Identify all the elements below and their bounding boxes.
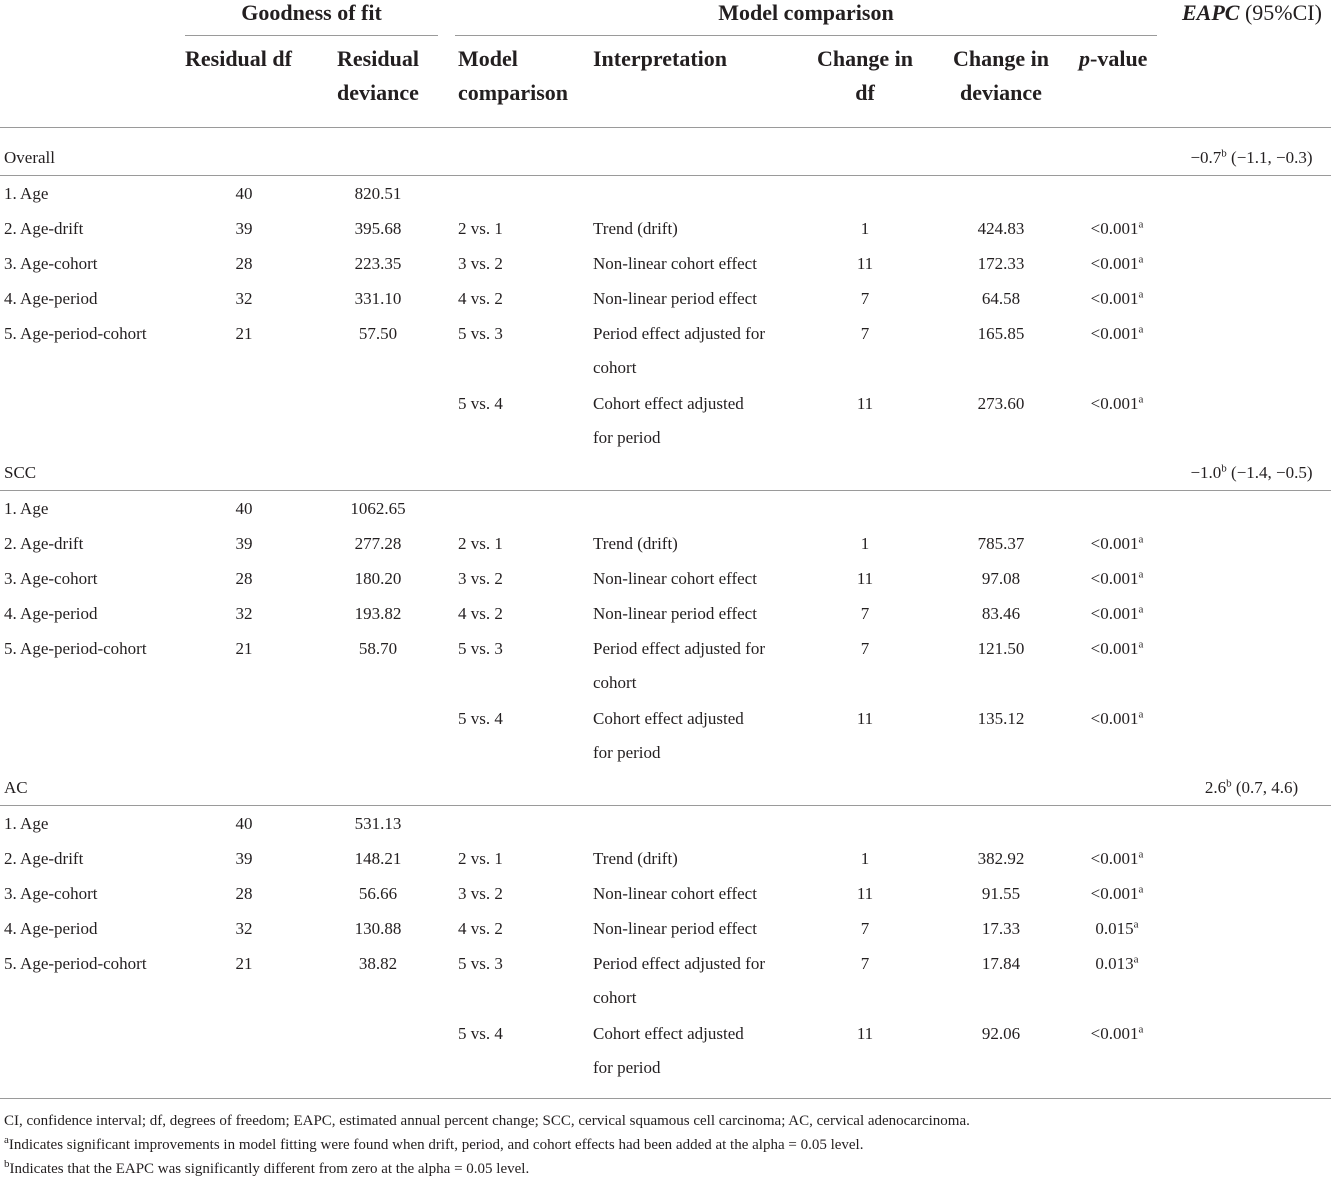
row-residual-df: 21 — [235, 954, 253, 973]
header-change-df-1: Change in — [817, 46, 913, 71]
row-comparison: 2 vs. 1 — [458, 849, 503, 868]
p-value-sup: a — [1138, 393, 1144, 406]
footnote-a-text: Indicates significant improvements in model fitting were found when drift, period, and cohort effects had been added at the alpha = 0.05 level. — [8, 1137, 864, 1153]
p-value-sup: a — [1133, 953, 1139, 966]
row-comparison: 5 vs. 4 — [458, 1024, 503, 1043]
row-residual-df: 32 — [235, 604, 253, 623]
group-label: SCC — [4, 463, 37, 482]
row-p-value — [1062, 324, 1172, 344]
row-interpretation-line2: for period — [593, 428, 661, 447]
row-residual-deviance: 38.82 — [358, 954, 398, 973]
row-comparison: 3 vs. 2 — [458, 254, 503, 273]
row-residual-df: 40 — [235, 499, 253, 518]
row-interpretation-line1: Period effect adjusted for — [593, 324, 765, 343]
row-residual-deviance: 820.51 — [354, 184, 402, 203]
p-value-text: 0.015 — [1095, 919, 1134, 938]
p-value-text: <0.001 — [1090, 604, 1139, 623]
row-change-deviance: 424.83 — [977, 219, 1025, 238]
row-residual-deviance: 148.21 — [354, 849, 402, 868]
row-change-df: 1 — [860, 219, 870, 238]
row-interpretation-line1: Non-linear period effect — [593, 289, 757, 308]
row-comparison: 4 vs. 2 — [458, 604, 503, 623]
p-value-sup: a — [1133, 918, 1139, 931]
table-bottom-rule — [0, 1098, 1331, 1099]
row-comparison: 3 vs. 2 — [458, 884, 503, 903]
row-model: 3. Age-cohort — [4, 569, 98, 588]
row-change-deviance: 83.46 — [981, 604, 1021, 623]
p-value-text: <0.001 — [1090, 1024, 1139, 1043]
row-change-deviance: 91.55 — [981, 884, 1021, 903]
row-comparison: 5 vs. 4 — [458, 394, 503, 413]
p-value-sup: a — [1138, 568, 1144, 581]
row-residual-df: 21 — [235, 639, 253, 658]
eapc-ci: (−1.4, −0.5) — [1226, 463, 1313, 482]
row-interpretation-line1: Non-linear cohort effect — [593, 569, 757, 588]
row-residual-df: 40 — [235, 814, 253, 833]
p-value-text: <0.001 — [1090, 849, 1139, 868]
p-value-text: <0.001 — [1090, 569, 1139, 588]
row-change-df: 11 — [856, 394, 874, 413]
row-model: 4. Age-period — [4, 289, 98, 308]
row-change-df: 7 — [860, 604, 870, 623]
footnote-b — [4, 1160, 529, 1178]
p-value-sup: a — [1138, 883, 1144, 896]
row-residual-df: 40 — [235, 184, 253, 203]
p-value-sup: a — [1138, 533, 1144, 546]
eapc-sup: b — [1221, 462, 1227, 475]
header-model-comparison-col-1: Model — [458, 46, 518, 71]
row-model: 2. Age-drift — [4, 849, 84, 868]
group-eapc — [1172, 778, 1331, 798]
row-residual-df: 32 — [235, 289, 253, 308]
header-p-rest: -value — [1090, 46, 1148, 71]
header-residual-deviance-1: Residual — [337, 46, 419, 71]
row-model: 4. Age-period — [4, 919, 98, 938]
p-value-text: <0.001 — [1090, 219, 1139, 238]
p-value-text: 0.013 — [1095, 954, 1134, 973]
eapc-sup: b — [1226, 777, 1232, 790]
group-eapc — [1172, 463, 1331, 483]
row-change-deviance: 172.33 — [977, 254, 1025, 273]
row-p-value — [1062, 884, 1172, 904]
header-p-value — [1079, 42, 1147, 76]
row-change-deviance: 121.50 — [977, 639, 1025, 658]
row-interpretation-line2: for period — [593, 743, 661, 762]
p-value-sup: a — [1138, 323, 1144, 336]
header-residual-df: Residual df — [185, 46, 292, 71]
row-p-value — [1062, 394, 1172, 414]
row-interpretation-line1: Period effect adjusted for — [593, 954, 765, 973]
row-model: 1. Age — [4, 814, 49, 833]
row-p-value — [1062, 639, 1172, 659]
row-p-value — [1062, 219, 1172, 239]
row-residual-deviance: 193.82 — [354, 604, 402, 623]
footnote-b-text: Indicates that the EAPC was significantly different from zero at the alpha = 0.05 level. — [9, 1161, 530, 1177]
footnote-a-mark: a — [4, 1134, 9, 1146]
row-interpretation-line1: Period effect adjusted for — [593, 639, 765, 658]
row-residual-deviance: 531.13 — [354, 814, 402, 833]
p-value-sup: a — [1138, 253, 1144, 266]
row-residual-deviance: 130.88 — [354, 919, 402, 938]
row-residual-deviance: 223.35 — [354, 254, 402, 273]
row-change-df: 1 — [860, 849, 870, 868]
row-interpretation-line1: Non-linear cohort effect — [593, 254, 757, 273]
row-residual-deviance: 331.10 — [354, 289, 402, 308]
eapc-sup: b — [1221, 147, 1227, 160]
row-p-value — [1062, 569, 1172, 589]
p-value-text: <0.001 — [1090, 639, 1139, 658]
row-residual-df: 39 — [235, 219, 253, 238]
row-residual-df: 39 — [235, 849, 253, 868]
row-comparison: 3 vs. 2 — [458, 569, 503, 588]
eapc-ci: (−1.1, −0.3) — [1226, 148, 1313, 167]
row-interpretation-line1: Trend (drift) — [593, 849, 678, 868]
underline-model-comparison — [455, 35, 1157, 36]
underline-goodness — [185, 35, 438, 36]
row-interpretation-line1: Non-linear period effect — [593, 919, 757, 938]
header-bottom-rule — [0, 127, 1331, 128]
header-interpretation: Interpretation — [593, 46, 728, 71]
p-value-text: <0.001 — [1090, 394, 1139, 413]
header-goodness-of-fit: Goodness of fit — [241, 0, 382, 25]
row-interpretation-line1: Trend (drift) — [593, 534, 678, 553]
row-residual-deviance: 57.50 — [358, 324, 398, 343]
row-residual-deviance: 277.28 — [354, 534, 402, 553]
row-model: 2. Age-drift — [4, 219, 84, 238]
p-value-text: <0.001 — [1090, 289, 1139, 308]
row-p-value — [1062, 709, 1172, 729]
eapc-value: −0.7 — [1190, 148, 1222, 167]
p-value-text: <0.001 — [1090, 884, 1139, 903]
row-p-value — [1062, 849, 1172, 869]
row-change-deviance: 165.85 — [977, 324, 1025, 343]
header-p-italic: p — [1079, 46, 1090, 71]
row-model: 5. Age-period-cohort — [4, 639, 147, 658]
row-change-df: 11 — [856, 884, 874, 903]
row-interpretation-line2: cohort — [593, 673, 637, 692]
row-residual-deviance: 58.70 — [358, 639, 398, 658]
header-model-comparison-col-2: comparison — [458, 80, 568, 105]
group-rule — [0, 490, 1331, 491]
row-model: 5. Age-period-cohort — [4, 954, 147, 973]
row-change-deviance: 17.33 — [981, 919, 1021, 938]
row-change-deviance: 17.84 — [981, 954, 1021, 973]
row-comparison: 5 vs. 4 — [458, 709, 503, 728]
footnote-b-mark: b — [4, 1158, 10, 1170]
p-value-sup: a — [1138, 288, 1144, 301]
row-change-df: 11 — [856, 254, 874, 273]
row-change-df: 11 — [856, 709, 874, 728]
row-residual-df: 28 — [235, 884, 253, 903]
p-value-sup: a — [1138, 1023, 1144, 1036]
row-p-value — [1062, 954, 1172, 974]
row-model: 5. Age-period-cohort — [4, 324, 147, 343]
row-comparison: 2 vs. 1 — [458, 219, 503, 238]
p-value-text: <0.001 — [1090, 324, 1139, 343]
footnote-a — [4, 1136, 863, 1154]
row-residual-deviance: 56.66 — [358, 884, 398, 903]
row-model: 3. Age-cohort — [4, 884, 98, 903]
p-value-sup: a — [1138, 218, 1144, 231]
header-model-comparison: Model comparison — [718, 0, 894, 25]
row-change-deviance: 64.58 — [981, 289, 1021, 308]
row-interpretation-line1: Non-linear cohort effect — [593, 884, 757, 903]
row-p-value — [1062, 254, 1172, 274]
header-eapc-label: EAPC — [1182, 0, 1240, 25]
header-change-dev-1: Change in — [953, 46, 1049, 71]
row-change-df: 7 — [860, 324, 870, 343]
row-comparison: 5 vs. 3 — [458, 639, 503, 658]
header-residual-deviance-2: deviance — [337, 80, 419, 105]
group-eapc — [1172, 148, 1331, 168]
row-comparison: 5 vs. 3 — [458, 324, 503, 343]
row-model: 1. Age — [4, 184, 49, 203]
row-residual-deviance: 180.20 — [354, 569, 402, 588]
row-residual-df: 28 — [235, 254, 253, 273]
row-change-df: 7 — [860, 919, 870, 938]
row-comparison: 4 vs. 2 — [458, 919, 503, 938]
row-interpretation-line2: cohort — [593, 358, 637, 377]
row-comparison: 5 vs. 3 — [458, 954, 503, 973]
group-label: AC — [4, 778, 28, 797]
row-change-deviance: 135.12 — [977, 709, 1025, 728]
group-rule — [0, 175, 1331, 176]
row-interpretation-line2: for period — [593, 1058, 661, 1077]
row-change-deviance: 273.60 — [977, 394, 1025, 413]
row-comparison: 4 vs. 2 — [458, 289, 503, 308]
row-model: 4. Age-period — [4, 604, 98, 623]
p-value-text: <0.001 — [1090, 709, 1139, 728]
header-change-df-2: df — [855, 80, 875, 105]
header-eapc-ci: (95%CI) — [1239, 0, 1322, 25]
group-rule — [0, 805, 1331, 806]
header-change-dev-2: deviance — [960, 80, 1042, 105]
row-model: 2. Age-drift — [4, 534, 84, 553]
row-residual-df: 32 — [235, 919, 253, 938]
row-interpretation-line1: Cohort effect adjusted — [593, 709, 744, 728]
p-value-sup: a — [1138, 603, 1144, 616]
p-value-text: <0.001 — [1090, 534, 1139, 553]
row-change-deviance: 785.37 — [977, 534, 1025, 553]
row-p-value — [1062, 919, 1172, 939]
row-residual-df: 28 — [235, 569, 253, 588]
eapc-value: −1.0 — [1190, 463, 1222, 482]
row-interpretation-line1: Trend (drift) — [593, 219, 678, 238]
p-value-sup: a — [1138, 708, 1144, 721]
p-value-text: <0.001 — [1090, 254, 1139, 273]
row-change-df: 7 — [860, 289, 870, 308]
row-model: 1. Age — [4, 499, 49, 518]
footnote-abbreviations: CI, confidence interval; df, degrees of freedom; EAPC, estimated annual percent change; SCC, cervical squamous cell carcinoma; AC, cervical adenocarcinoma. — [4, 1113, 970, 1129]
eapc-ci: (0.7, 4.6) — [1231, 778, 1299, 797]
row-residual-df: 21 — [235, 324, 253, 343]
eapc-value: 2.6 — [1204, 778, 1227, 797]
row-change-df: 7 — [860, 954, 870, 973]
row-p-value — [1062, 289, 1172, 309]
row-interpretation-line1: Cohort effect adjusted — [593, 394, 744, 413]
row-change-deviance: 92.06 — [981, 1024, 1021, 1043]
row-interpretation-line1: Cohort effect adjusted — [593, 1024, 744, 1043]
group-label: Overall — [4, 148, 55, 167]
row-change-df: 7 — [860, 639, 870, 658]
row-residual-deviance: 1062.65 — [350, 499, 406, 518]
row-comparison: 2 vs. 1 — [458, 534, 503, 553]
row-change-df: 1 — [860, 534, 870, 553]
row-change-df: 11 — [856, 1024, 874, 1043]
row-interpretation-line1: Non-linear period effect — [593, 604, 757, 623]
row-p-value — [1062, 534, 1172, 554]
row-residual-df: 39 — [235, 534, 253, 553]
row-residual-deviance: 395.68 — [354, 219, 402, 238]
row-change-deviance: 382.92 — [977, 849, 1025, 868]
row-model: 3. Age-cohort — [4, 254, 98, 273]
p-value-sup: a — [1138, 638, 1144, 651]
row-p-value — [1062, 1024, 1172, 1044]
p-value-sup: a — [1138, 848, 1144, 861]
row-change-df: 11 — [856, 569, 874, 588]
row-p-value — [1062, 604, 1172, 624]
row-change-deviance: 97.08 — [981, 569, 1021, 588]
row-interpretation-line2: cohort — [593, 988, 637, 1007]
